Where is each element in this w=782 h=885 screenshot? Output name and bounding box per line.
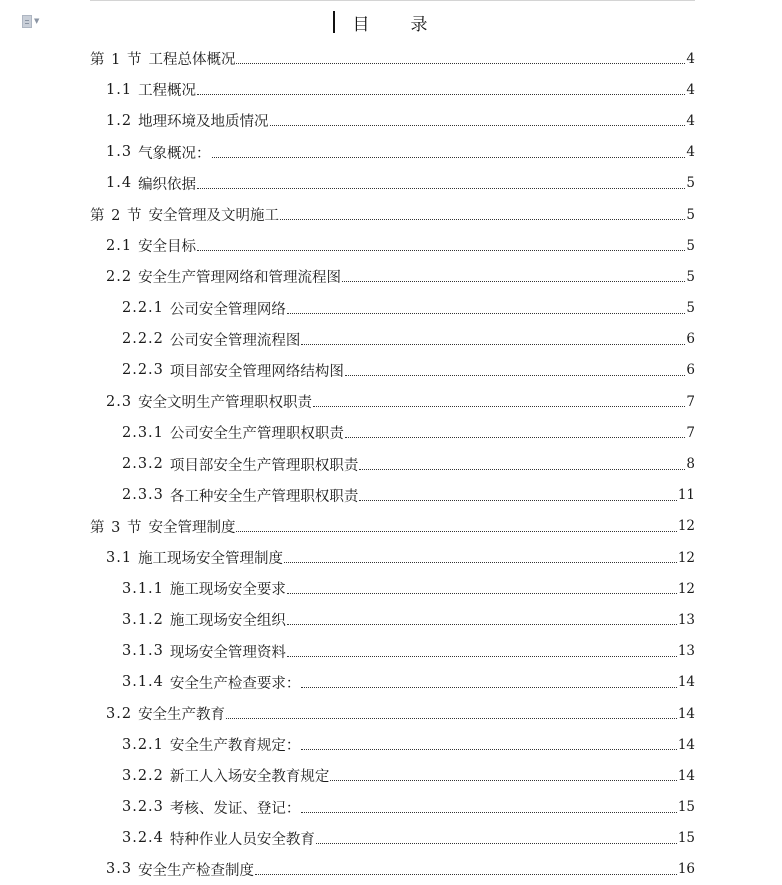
toc-entry-number: 1.2	[106, 112, 133, 129]
toc-entry-number: 3.2.4	[122, 830, 164, 847]
toc-entry-page: 13	[677, 611, 695, 628]
toc-entry[interactable]	[90, 698, 695, 729]
toc-entry-number: 2.2.1	[122, 300, 164, 317]
toc-dot-leader	[359, 469, 685, 470]
toc-dot-leader	[359, 500, 676, 501]
toc-entry-number: 2.3.1	[122, 424, 164, 441]
toc-dot-leader	[345, 437, 686, 438]
toc-entry-page: 4	[686, 144, 695, 161]
toc-dot-leader	[287, 593, 677, 594]
toc-dot-leader	[301, 749, 676, 750]
toc-entry[interactable]	[90, 667, 695, 698]
toc-entry-page: 13	[677, 643, 695, 660]
toc-entry-page: 5	[686, 237, 695, 254]
toc-entry-text: 安全生产教育规定：	[169, 738, 301, 755]
toc-entry-number: 2.3.2	[122, 456, 164, 473]
toc-entry-number: 第 2 节	[90, 208, 143, 225]
toc-entry-text: 项目部安全管理网络结构图	[169, 363, 344, 380]
toc-dot-leader	[330, 780, 676, 781]
toc-entry[interactable]	[90, 480, 695, 511]
toc-entry-page: 6	[686, 331, 695, 348]
toc-entry-text: 气象概况：	[138, 145, 211, 162]
toc-dot-leader	[313, 406, 685, 407]
toc-entry-number: 2.2.3	[122, 362, 164, 379]
page-top-border	[90, 0, 695, 1]
toc-dot-leader	[236, 63, 685, 64]
toc-entry-number: 2.3.3	[122, 487, 164, 504]
toc-entry-page: 12	[677, 580, 695, 597]
toc-entry-text: 现场安全管理资料	[169, 644, 286, 661]
toc-entry-number: 2.3	[106, 393, 133, 410]
toc-entry-text: 安全文明生产管理职权职责	[138, 395, 313, 412]
toc-entry-text: 公司安全生产管理职权职责	[169, 426, 344, 443]
toc-entry[interactable]	[90, 386, 695, 417]
toc-dot-leader	[301, 687, 676, 688]
toc-dot-leader	[226, 718, 677, 719]
toc-entry-number: 3.2.2	[122, 767, 164, 784]
toc-entry-page: 14	[677, 736, 695, 753]
toc-entry[interactable]	[90, 137, 695, 168]
toc-entry[interactable]	[90, 823, 695, 854]
toc-entry-page: 5	[686, 300, 695, 317]
toc-entry-number: 3.3	[106, 861, 133, 878]
toc-entry[interactable]	[90, 542, 695, 573]
toc-entry-page: 5	[686, 175, 695, 192]
toc-entry[interactable]	[90, 230, 695, 261]
toc-entry-text: 公司安全管理网络	[169, 301, 286, 318]
toc-dot-leader	[342, 281, 685, 282]
toc-dot-leader	[316, 843, 677, 844]
toc-entry-text: 编织依据	[138, 176, 197, 193]
toc-entry-number: 1.3	[106, 144, 133, 161]
toc-dot-leader	[197, 94, 685, 95]
toc-dot-leader	[287, 656, 677, 657]
toc-entry-number: 3.2	[106, 705, 133, 722]
toc-entry-number: 3.1	[106, 549, 133, 566]
toc-entry-page: 15	[677, 830, 695, 847]
toc-dot-leader	[270, 125, 686, 126]
toc-entry-text: 安全生产管理网络和管理流程图	[138, 270, 342, 287]
toc-entry[interactable]	[90, 293, 695, 324]
toc-entry-text: 施工现场安全管理制度	[138, 551, 284, 568]
toc-entry-page: 6	[686, 362, 695, 379]
toc-entry-number: 第 1 节	[90, 52, 143, 69]
table-of-contents	[90, 43, 695, 885]
toc-dot-leader	[197, 188, 685, 189]
toc-entry[interactable]	[90, 636, 695, 667]
toc-entry-page: 7	[686, 393, 695, 410]
toc-entry-page: 11	[677, 487, 695, 504]
toc-entry-number: 3.2.3	[122, 799, 164, 816]
toc-entry-text: 各工种安全生产管理职权职责	[169, 488, 359, 505]
toc-entry-text: 施工现场安全要求	[169, 582, 286, 599]
toc-entry-page: 16	[677, 861, 695, 878]
toc-entry-number: 2.1	[106, 237, 133, 254]
toc-entry-number: 3.1.4	[122, 674, 164, 691]
toc-dot-leader	[301, 344, 685, 345]
toc-dot-leader	[345, 375, 686, 376]
toc-entry-page: 4	[686, 50, 695, 67]
toc-entry-page: 8	[686, 456, 695, 473]
toc-entry[interactable]	[90, 448, 695, 479]
toc-dot-leader	[197, 250, 685, 251]
toc-entry-text: 安全生产检查制度	[138, 862, 255, 879]
toc-entry-number: 3.1.1	[122, 580, 164, 597]
toc-entry[interactable]	[90, 573, 695, 604]
toc-entry[interactable]	[90, 854, 695, 885]
toc-dot-leader	[287, 313, 686, 314]
toc-entry-page: 12	[677, 549, 695, 566]
toc-entry-page: 15	[677, 799, 695, 816]
toc-entry-page: 7	[686, 424, 695, 441]
dropdown-caret-icon: ▼	[34, 16, 40, 25]
toc-entry-number: 3.2.1	[122, 736, 164, 753]
toc-entry[interactable]	[90, 105, 695, 136]
toc-entry[interactable]	[90, 729, 695, 760]
toc-entry-number: 2.2	[106, 268, 133, 285]
toc-entry-text: 地理环境及地质情况	[138, 114, 269, 131]
toc-dot-leader	[301, 812, 676, 813]
toc-entry-text: 工程概况	[138, 83, 197, 100]
toc-entry-page: 14	[677, 767, 695, 784]
toc-entry-text: 特种作业人员安全教育	[169, 831, 315, 848]
toc-entry-text: 公司安全管理流程图	[169, 332, 301, 349]
toc-entry-page: 14	[677, 705, 695, 722]
toc-entry[interactable]	[90, 792, 695, 823]
toc-entry[interactable]	[90, 760, 695, 791]
toc-dot-leader	[255, 874, 677, 875]
toc-entry[interactable]	[90, 355, 695, 386]
toc-entry-text: 安全管理及文明施工	[148, 208, 279, 225]
toc-entry-page: 5	[686, 206, 695, 223]
toc-entry-text: 施工现场安全组织	[169, 613, 286, 630]
toc-entry[interactable]	[90, 604, 695, 635]
toc-entry-text: 安全管理制度	[148, 519, 236, 536]
toc-entry-page: 5	[686, 268, 695, 285]
toc-entry-text: 工程总体概况	[148, 52, 236, 69]
toc-entry-page: 14	[677, 674, 695, 691]
toc-entry[interactable]	[90, 511, 695, 542]
toc-entry-text: 安全生产教育	[138, 707, 226, 724]
toc-entry-number: 3.1.2	[122, 611, 164, 628]
toc-dot-leader	[212, 157, 686, 158]
toc-entry-number: 1.4	[106, 175, 133, 192]
toc-title: 目 录	[352, 15, 440, 35]
toc-entry-page: 4	[686, 81, 695, 98]
toc-dot-leader	[236, 531, 676, 532]
toc-entry-text: 项目部安全生产管理职权职责	[169, 457, 359, 474]
toc-entry-text: 新工人入场安全教育规定	[169, 769, 330, 786]
toc-entry-number: 2.2.2	[122, 331, 164, 348]
toc-dot-leader	[287, 624, 677, 625]
toc-entry[interactable]	[90, 417, 695, 448]
toc-entry-number: 第 3 节	[90, 519, 143, 536]
toc-entry[interactable]	[90, 324, 695, 355]
toc-entry[interactable]	[90, 261, 695, 292]
toc-entry-number: 3.1.3	[122, 643, 164, 660]
toc-entry-text: 安全目标	[138, 239, 197, 256]
toc-entry[interactable]	[90, 43, 695, 74]
toc-entry[interactable]	[90, 74, 695, 105]
toc-entry-text: 安全生产检查要求：	[169, 675, 301, 692]
toc-entry-text: 考核、发证、登记：	[169, 800, 301, 817]
toc-entry-number: 1.1	[106, 81, 133, 98]
toc-entry[interactable]	[90, 168, 695, 199]
toc-entry[interactable]	[90, 199, 695, 230]
toc-dot-leader	[280, 219, 685, 220]
toc-entry-page: 4	[686, 112, 695, 129]
toc-dot-leader	[284, 562, 677, 563]
toc-entry-page: 12	[677, 518, 695, 535]
